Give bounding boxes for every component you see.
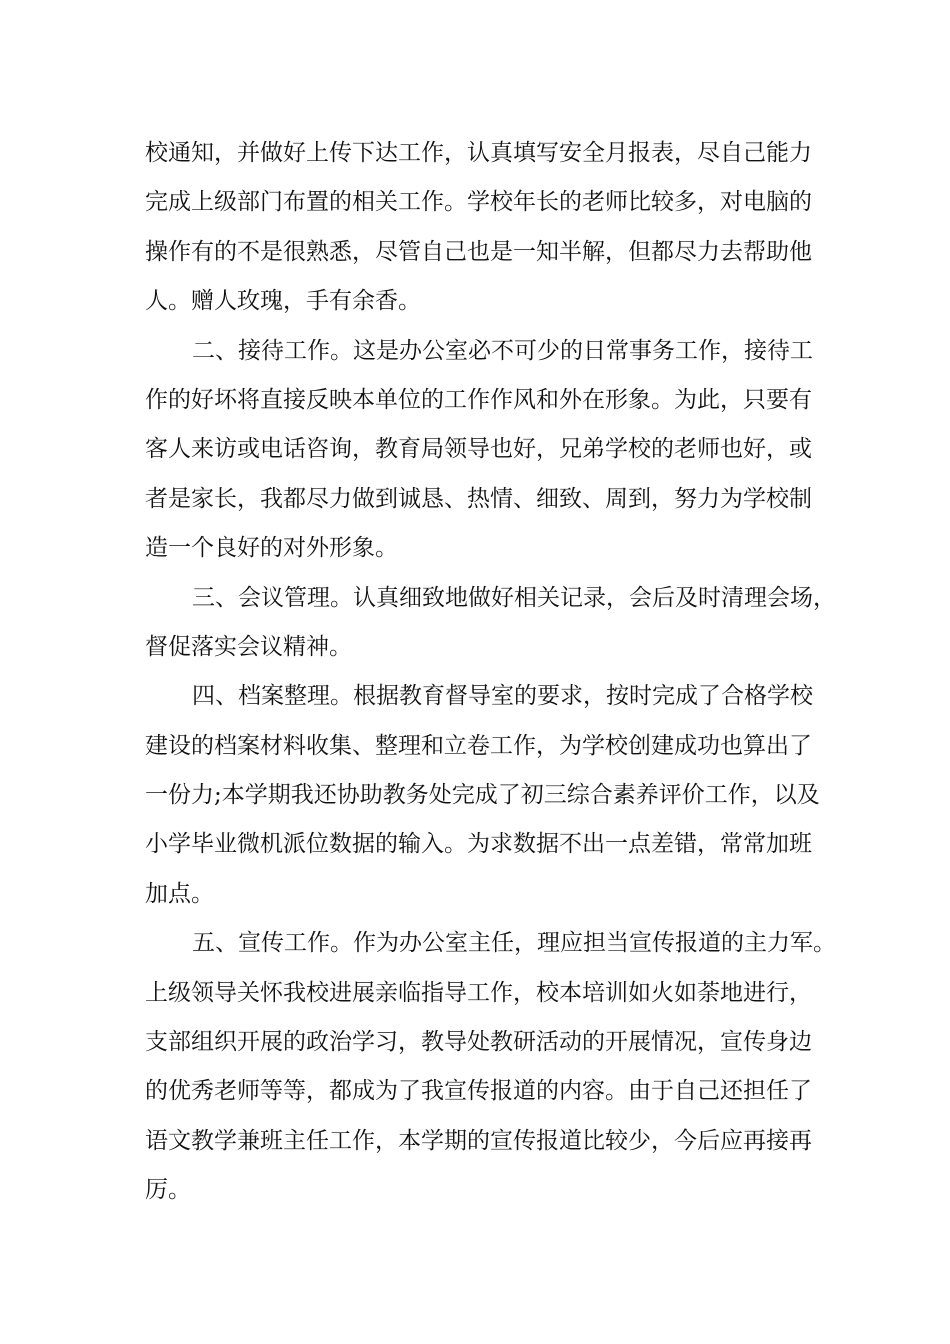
paragraph-meeting [145,574,836,673]
text-line: 操作有的不是很熟悉，尽管自己也是一知半解，但都尽力去帮助他 [145,238,812,265]
text-line: 人。赠人玫瑰，手有余香。 [145,288,421,315]
text-line: 五、宣传工作。作为办公室主任，理应担当宣传报道的主力军。 [192,930,836,957]
text-line: 支部组织开展的政治学习，教导处教研活动的开展情况，宣传身边 [145,1029,812,1056]
text-line: 二、接待工作。这是办公室必不可少的日常事务工作，接待工 [192,337,813,364]
text-line: 加点。 [145,880,214,907]
text-line: 厉。 [145,1177,191,1204]
text-line: 上级领导关怀我校进展亲临指导工作，校本培训如火如荼地进行， [145,979,812,1006]
text-line: 校通知，并做好上传下达工作，认真填写安全月报表，尽自己能力 [145,140,812,166]
text-line: 者是家长，我都尽力做到诚恳、热情、细致、周到，努力为学校制 [145,485,812,512]
text-line: 三、会议管理。认真细致地做好相关记录，会后及时清理会场， [192,584,836,611]
text-line: 督促落实会议精神。 [145,633,352,660]
document-body [145,129,836,1216]
text-line: 一份力;本学期我还协助教务处完成了初三综合素养评价工作，以及 [145,782,820,809]
text-line: 语文教学兼班主任工作，本学期的宣传报道比较少，今后应再接再 [145,1127,812,1154]
paragraph-publicity [145,919,836,1215]
text-line: 四、档案整理。根据教育督导室的要求，按时完成了合格学校 [192,683,813,710]
paragraph-continuation [145,129,815,327]
text-line: 的优秀老师等等，都成为了我宣传报道的内容。由于自己还担任了 [145,1078,812,1105]
text-line: 造一个良好的对外形象。 [145,535,398,562]
paragraph-archives [145,672,820,919]
text-line: 完成上级部门布置的相关工作。学校年长的老师比较多，对电脑的 [145,189,812,216]
text-line: 建设的档案材料收集、整理和立卷工作，为学校创建成功也算出了 [145,732,812,759]
text-line: 客人来访或电话咨询，教育局领导也好，兄弟学校的老师也好，或 [145,436,812,463]
text-line: 小学毕业微机派位数据的输入。为求数据不出一点差错，常常加班 [145,831,812,858]
text-line: 作的好坏将直接反映本单位的工作作风和外在形象。为此，只要有 [145,386,812,413]
paragraph-reception [145,327,815,574]
